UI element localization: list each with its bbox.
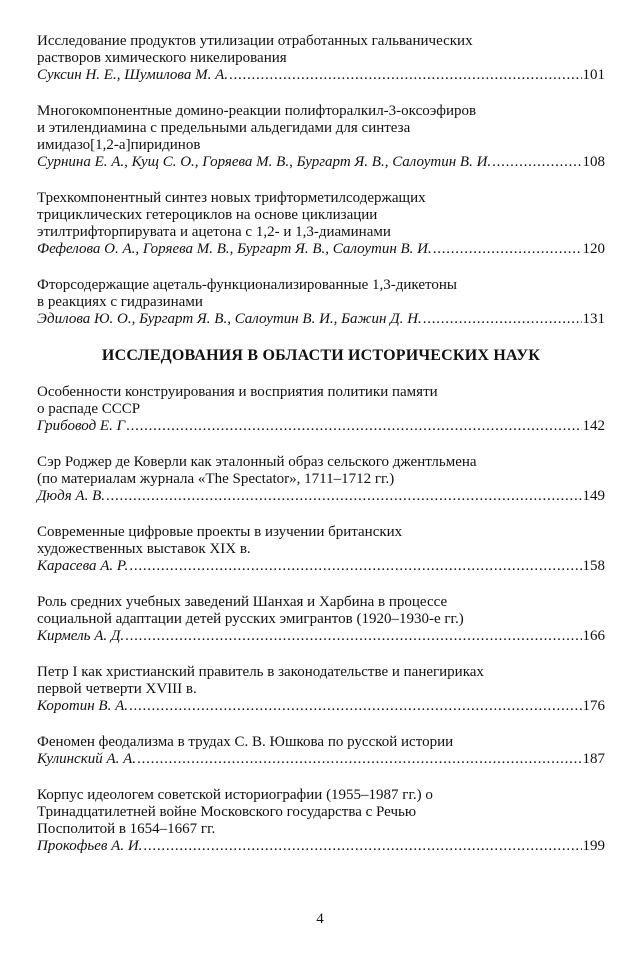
dot-leader [129, 698, 582, 715]
entry-author-line [37, 241, 605, 258]
entry-page-number: 120 [582, 241, 605, 257]
entry-title-line: (по материалам журнала «The Spectator», 1711–1712 гг.) [37, 471, 395, 487]
section-heading: ИССЛЕДОВАНИЯ В ОБЛАСТИ ИСТОРИЧЕСКИХ НАУК [101, 347, 541, 364]
toc-entry [37, 664, 605, 715]
entry-title-line: Сэр Роджер де Коверли как эталонный образ сельского джентльмена [37, 454, 477, 470]
entry-authors: Грибовод Е. Г [37, 418, 126, 434]
entry-author-line [37, 418, 605, 435]
entry-page-number: 101 [582, 67, 605, 83]
dot-leader [143, 838, 581, 855]
entry-author-line [37, 67, 605, 84]
entry-title-line: художественных выставок XIX в. [37, 541, 251, 557]
dot-leader [106, 488, 581, 505]
entry-title-line: Посполитой в 1654–1667 гг. [37, 821, 216, 837]
entry-author-line [37, 154, 605, 171]
table-of-contents [37, 33, 605, 874]
entry-title-line: Тринадцатилетней войне Московского государства с Речью [37, 804, 417, 820]
toc-entry [37, 103, 605, 171]
entry-title-line: растворов химического никелирования [37, 50, 287, 66]
toc-entry [37, 524, 605, 575]
entry-author-line [37, 488, 605, 505]
entry-authors: Карасева А. Р. [37, 558, 129, 574]
entry-authors: Сурнина Е. А., Кущ С. О., Горяева М. В., Бургарт Я. В., Салоутин В. И. [37, 154, 492, 170]
entry-title-line: Корпус идеологем советской историографии (1955–1987 гг.) о [37, 787, 433, 803]
dot-leader [492, 154, 581, 171]
toc-entry [37, 277, 605, 328]
dot-leader [137, 751, 581, 768]
entry-authors: Прокофьев А. И. [37, 838, 143, 854]
entry-author-line [37, 698, 605, 715]
entry-authors: Дюдя А. В. [37, 488, 106, 504]
entry-title-line: Современные цифровые проекты в изучении британских [37, 524, 403, 540]
entry-title-line: Многокомпонентные домино-реакции полифторалкил-3-оксоэфиров [37, 103, 477, 119]
entry-authors: Эдилова Ю. О., Бургарт Я. В., Салоутин В. И., Бажин Д. Н. [37, 311, 422, 327]
entries-list-bottom [37, 384, 605, 855]
entry-authors: Суксин Н. Е., Шумилова М. А. [37, 67, 228, 83]
entry-page-number: 187 [582, 751, 605, 767]
entry-page-number: 149 [582, 488, 605, 504]
entry-title-line: этилтрифторпирувата и ацетона с 1,2- и 1,3-диаминами [37, 224, 391, 240]
dot-leader [125, 628, 581, 645]
toc-entry [37, 734, 605, 768]
entry-author-line [37, 628, 605, 645]
entry-authors: Кулинский А. А. [37, 751, 137, 767]
entry-title-line: первой четверти XVIII в. [37, 681, 197, 697]
dot-leader [433, 241, 582, 258]
entry-author-line [37, 558, 605, 575]
entries-list-top [37, 33, 605, 328]
entry-title-line: трициклических гетероциклов на основе циклизации [37, 207, 378, 223]
entry-title-line: имидазо[1,2-a]пиридинов [37, 137, 201, 153]
dot-leader [126, 418, 581, 435]
entry-page-number: 142 [582, 418, 605, 434]
entry-title-line: Фторсодержащие ацеталь-функционализированные 1,3-дикетоны [37, 277, 457, 293]
entry-title-line: и этилендиамина с предельными альдегидами для синтеза [37, 120, 411, 136]
entry-title-line: Трехкомпонентный синтез новых трифторметилсодержащих [37, 190, 426, 206]
entry-page-number: 199 [582, 838, 605, 854]
entry-title-line: социальной адаптации детей русских эмигрантов (1920–1930-е гг.) [37, 611, 464, 627]
entry-page-number: 176 [582, 698, 605, 714]
entry-authors: Кирмель А. Д. [37, 628, 125, 644]
toc-entry [37, 787, 605, 855]
dot-leader [423, 311, 582, 328]
entry-title-line: Петр I как христианский правитель в законодательстве и панегириках [37, 664, 484, 680]
entry-page-number: 166 [582, 628, 605, 644]
toc-entry [37, 33, 605, 84]
toc-entry [37, 190, 605, 258]
entry-page-number: 158 [582, 558, 605, 574]
dot-leader [129, 558, 581, 575]
toc-entry [37, 384, 605, 435]
entry-title-line: Особенности конструирования и восприятия политики памяти [37, 384, 438, 400]
entry-author-line [37, 838, 605, 855]
page-number: 4 [316, 911, 324, 927]
entry-page-number: 131 [582, 311, 605, 327]
entry-author-line [37, 311, 605, 328]
entry-title-line: Исследование продуктов утилизации отработанных гальванических [37, 33, 473, 49]
entry-title-line: о распаде СССР [37, 401, 141, 417]
toc-entry [37, 454, 605, 505]
dot-leader [229, 67, 582, 84]
entry-title-line: Феномен феодализма в трудах С. В. Юшкова по русской истории [37, 734, 454, 750]
entry-author-line [37, 751, 605, 768]
entry-page-number: 108 [582, 154, 605, 170]
entry-authors: Фефелова О. А., Горяева М. В., Бургарт Я. В., Салоутин В. И. [37, 241, 432, 257]
entry-title-line: в реакциях с гидразинами [37, 294, 203, 310]
entry-authors: Коротин В. А. [37, 698, 128, 714]
toc-entry [37, 594, 605, 645]
entry-title-line: Роль средних учебных заведений Шанхая и Харбина в процессе [37, 594, 448, 610]
